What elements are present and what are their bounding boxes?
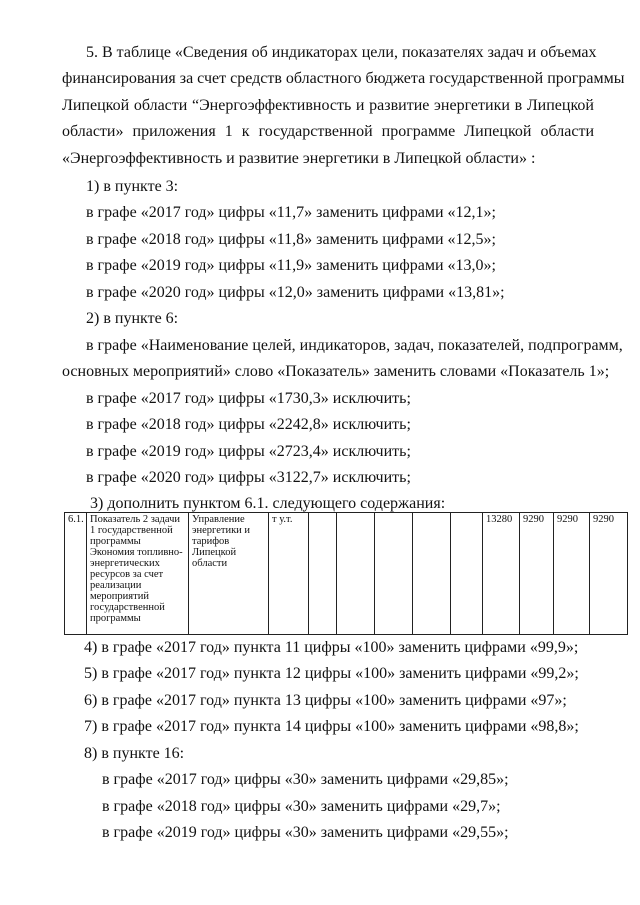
item-8-line: в графе «2017 год» цифры «30» заменить цифрами «29,85»; <box>102 771 509 788</box>
item-8-line: в графе «2018 год» цифры «30» заменить цифрами «29,7»; <box>102 798 501 815</box>
item-2-line: в графе «2017 год» цифры «1730,3» исключить; <box>86 390 411 407</box>
item-1-line: в графе «2020 год» цифры «12,0» заменить цифрами «13,81»; <box>86 284 505 301</box>
empty-cell <box>309 513 337 635</box>
item-2-line: в графе «2019 год» цифры «2723,4» исключить; <box>86 443 411 460</box>
paragraph-5-line-1: 5. В таблице «Сведения об индикаторах цели, показателях задач и объемах <box>86 44 597 61</box>
empty-cell <box>337 513 375 635</box>
item-1-line: в графе «2019 год» цифры «11,9» заменить цифрами «13,0»; <box>86 257 496 274</box>
value-cell: 9290 <box>554 513 590 635</box>
paragraph-5-line-5: «Энергоэффективность и развитие энергетики в Липецкой области» : <box>62 150 536 167</box>
item-1-line: в графе «2018 год» цифры «11,8» заменить цифрами «12,5»; <box>86 231 496 248</box>
item-2-line: в графе «2020 год» цифры «3122,7» исключить; <box>86 469 411 486</box>
item-1-header: 1) в пункте 3: <box>86 178 179 195</box>
item-3-header: 3) дополнить пунктом 6.1. следующего содержания: <box>90 495 446 512</box>
value-cell: 9290 <box>590 513 628 635</box>
paragraph-5-line-4: области» приложения 1 к государственной программе Липецкой области <box>62 123 594 140</box>
item-1-line: в графе «2017 год» цифры «11,7» заменить цифрами «12,1»; <box>86 204 496 221</box>
empty-cell <box>413 513 451 635</box>
table-row <box>65 513 628 635</box>
item-7-line: 7) в графе «2017 год» пункта 14 цифры «100» заменить цифрами «98,8»; <box>84 718 579 735</box>
insert-table-6-1 <box>64 512 628 635</box>
paragraph-5-line-2: финансирования за счет средств областного бюджета государственной программы <box>62 70 625 87</box>
indicator-name-cell: Показатель 2 задачи 1 государственной программы Экономия топливно- энергетических ресурсов за счет реализации мероприятий государственной программы <box>87 513 189 635</box>
unit-cell: т у.т. <box>269 513 309 635</box>
responsible-cell: Управление энергетики и тарифов Липецкой области <box>189 513 269 635</box>
item-2-line: в графе «2018 год» цифры «2242,8» исключить; <box>86 416 411 433</box>
item-8-header: 8) в пункте 16: <box>84 745 185 762</box>
item-4-line: 4) в графе «2017 год» пункта 11 цифры «100» заменить цифрами «99,9»; <box>84 639 579 656</box>
item-2-line-a1: в графе «Наименование целей, индикаторов, задач, показателей, подпрограмм, <box>86 337 623 354</box>
empty-cell <box>375 513 413 635</box>
item-2-line-a2: основных мероприятий» слово «Показатель» заменить словами «Показатель 1»; <box>62 363 610 380</box>
row-number-cell: 6.1. <box>65 513 87 635</box>
item-6-line: 6) в графе «2017 год» пункта 13 цифры «100» заменить цифрами «97»; <box>84 692 567 709</box>
item-2-header: 2) в пункте 6: <box>86 310 179 327</box>
value-cell: 13280 <box>483 513 520 635</box>
paragraph-5-line-3: Липецкой области “Энергоэффективность и развитие энергетики в Липецкой <box>62 97 594 114</box>
value-cell: 9290 <box>520 513 554 635</box>
item-5-line: 5) в графе «2017 год» пункта 12 цифры «100» заменить цифрами «99,2»; <box>84 665 579 682</box>
item-8-line: в графе «2019 год» цифры «30» заменить цифрами «29,55»; <box>102 824 509 841</box>
empty-cell <box>451 513 483 635</box>
